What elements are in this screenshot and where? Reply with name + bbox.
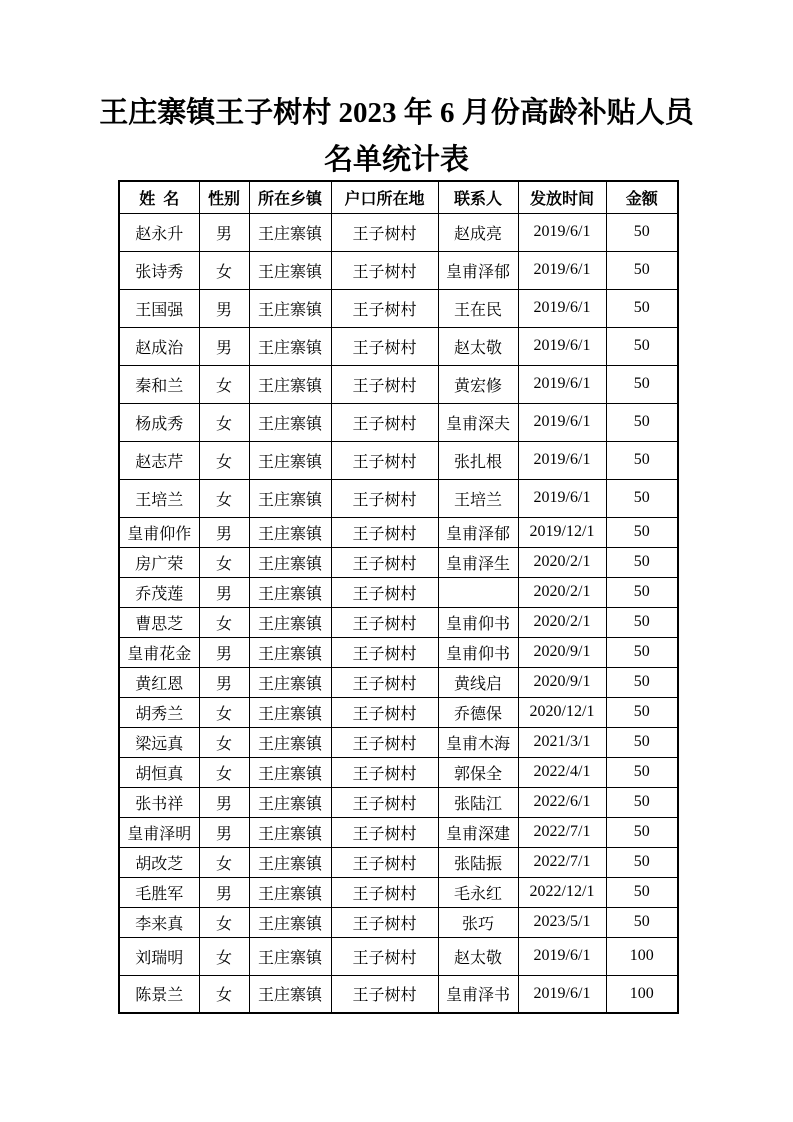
cell-residence: 王子树村 xyxy=(331,517,438,547)
cell-town: 王庄寨镇 xyxy=(249,907,331,937)
cell-contact: 毛永红 xyxy=(438,877,518,907)
cell-gender: 女 xyxy=(199,937,249,975)
cell-residence: 王子树村 xyxy=(331,975,438,1013)
page-title-line-1: 王庄寨镇王子树村 2023 年 6 月份高龄补贴人员 xyxy=(99,97,694,129)
cell-town: 王庄寨镇 xyxy=(249,547,331,577)
cell-amount: 50 xyxy=(606,727,678,757)
cell-residence: 王子树村 xyxy=(331,907,438,937)
cell-town: 王庄寨镇 xyxy=(249,975,331,1013)
table-header-cell: 姓 名 xyxy=(119,181,199,213)
cell-town: 王庄寨镇 xyxy=(249,327,331,365)
cell-amount: 50 xyxy=(606,847,678,877)
cell-name: 胡改芝 xyxy=(119,847,199,877)
cell-contact: 乔德保 xyxy=(438,697,518,727)
cell-contact: 张陆振 xyxy=(438,847,518,877)
table-row xyxy=(119,697,678,727)
cell-amount: 50 xyxy=(606,787,678,817)
table-row xyxy=(119,547,678,577)
cell-gender: 女 xyxy=(199,403,249,441)
cell-gender: 女 xyxy=(199,365,249,403)
cell-residence: 王子树村 xyxy=(331,817,438,847)
cell-gender: 男 xyxy=(199,877,249,907)
cell-name: 刘瑞明 xyxy=(119,937,199,975)
cell-name: 王国强 xyxy=(119,289,199,327)
cell-name: 梁远真 xyxy=(119,727,199,757)
cell-gender: 女 xyxy=(199,547,249,577)
table-header-cell: 发放时间 xyxy=(518,181,606,213)
table-header-cell: 金额 xyxy=(606,181,678,213)
table-body xyxy=(119,213,678,1013)
cell-gender: 女 xyxy=(199,727,249,757)
cell-name: 秦和兰 xyxy=(119,365,199,403)
cell-gender: 女 xyxy=(199,907,249,937)
cell-contact: 赵太敬 xyxy=(438,327,518,365)
table-row xyxy=(119,403,678,441)
cell-amount: 50 xyxy=(606,479,678,517)
cell-issue-date: 2019/6/1 xyxy=(518,365,606,403)
cell-amount: 50 xyxy=(606,441,678,479)
cell-issue-date: 2019/6/1 xyxy=(518,479,606,517)
table-header-row xyxy=(119,181,678,213)
cell-residence: 王子树村 xyxy=(331,787,438,817)
cell-contact: 皇甫深夫 xyxy=(438,403,518,441)
cell-residence: 王子树村 xyxy=(331,877,438,907)
cell-amount: 100 xyxy=(606,937,678,975)
cell-residence: 王子树村 xyxy=(331,251,438,289)
table-row xyxy=(119,251,678,289)
cell-amount: 50 xyxy=(606,251,678,289)
cell-town: 王庄寨镇 xyxy=(249,289,331,327)
table-row xyxy=(119,327,678,365)
cell-town: 王庄寨镇 xyxy=(249,637,331,667)
cell-gender: 男 xyxy=(199,787,249,817)
cell-name: 皇甫泽明 xyxy=(119,817,199,847)
cell-amount: 50 xyxy=(606,547,678,577)
cell-name: 房广荣 xyxy=(119,547,199,577)
cell-name: 胡恒真 xyxy=(119,757,199,787)
cell-name: 黄红恩 xyxy=(119,667,199,697)
cell-contact: 皇甫木海 xyxy=(438,727,518,757)
cell-gender: 女 xyxy=(199,607,249,637)
table-header-cell: 户口所在地 xyxy=(331,181,438,213)
cell-contact: 黄线启 xyxy=(438,667,518,697)
cell-contact: 皇甫仰书 xyxy=(438,607,518,637)
cell-name: 曹思芝 xyxy=(119,607,199,637)
page-title-line-2: 名单统计表 xyxy=(323,144,469,176)
cell-issue-date: 2019/6/1 xyxy=(518,327,606,365)
table-row xyxy=(119,975,678,1013)
cell-name: 赵成治 xyxy=(119,327,199,365)
cell-town: 王庄寨镇 xyxy=(249,787,331,817)
cell-amount: 100 xyxy=(606,975,678,1013)
table-row xyxy=(119,479,678,517)
cell-town: 王庄寨镇 xyxy=(249,757,331,787)
cell-town: 王庄寨镇 xyxy=(249,365,331,403)
cell-name: 毛胜军 xyxy=(119,877,199,907)
cell-residence: 王子树村 xyxy=(331,757,438,787)
table-row xyxy=(119,577,678,607)
cell-town: 王庄寨镇 xyxy=(249,937,331,975)
cell-contact: 张巧 xyxy=(438,907,518,937)
cell-issue-date: 2019/6/1 xyxy=(518,937,606,975)
table-row xyxy=(119,637,678,667)
cell-residence: 王子树村 xyxy=(331,479,438,517)
cell-residence: 王子树村 xyxy=(331,289,438,327)
cell-name: 赵永升 xyxy=(119,213,199,251)
cell-contact: 赵太敬 xyxy=(438,937,518,975)
cell-amount: 50 xyxy=(606,213,678,251)
table-row xyxy=(119,517,678,547)
cell-gender: 女 xyxy=(199,757,249,787)
table-row xyxy=(119,607,678,637)
cell-residence: 王子树村 xyxy=(331,667,438,697)
cell-amount: 50 xyxy=(606,907,678,937)
cell-residence: 王子树村 xyxy=(331,607,438,637)
cell-contact: 皇甫泽生 xyxy=(438,547,518,577)
cell-gender: 男 xyxy=(199,289,249,327)
cell-residence: 王子树村 xyxy=(331,577,438,607)
cell-name: 王培兰 xyxy=(119,479,199,517)
cell-contact: 赵成亮 xyxy=(438,213,518,251)
cell-amount: 50 xyxy=(606,607,678,637)
table-row xyxy=(119,937,678,975)
cell-name: 李来真 xyxy=(119,907,199,937)
cell-residence: 王子树村 xyxy=(331,847,438,877)
cell-residence: 王子树村 xyxy=(331,213,438,251)
cell-gender: 男 xyxy=(199,637,249,667)
cell-contact: 张陆江 xyxy=(438,787,518,817)
cell-issue-date: 2020/2/1 xyxy=(518,547,606,577)
cell-gender: 男 xyxy=(199,213,249,251)
cell-town: 王庄寨镇 xyxy=(249,607,331,637)
cell-contact: 皇甫泽书 xyxy=(438,975,518,1013)
cell-town: 王庄寨镇 xyxy=(249,877,331,907)
cell-amount: 50 xyxy=(606,697,678,727)
cell-gender: 男 xyxy=(199,517,249,547)
cell-issue-date: 2020/9/1 xyxy=(518,667,606,697)
table-header-cell: 所在乡镇 xyxy=(249,181,331,213)
cell-town: 王庄寨镇 xyxy=(249,727,331,757)
cell-gender: 女 xyxy=(199,975,249,1013)
cell-issue-date: 2019/6/1 xyxy=(518,251,606,289)
subsidy-table xyxy=(118,180,679,1014)
cell-residence: 王子树村 xyxy=(331,697,438,727)
table-row xyxy=(119,213,678,251)
cell-gender: 女 xyxy=(199,251,249,289)
cell-town: 王庄寨镇 xyxy=(249,251,331,289)
cell-issue-date: 2019/6/1 xyxy=(518,289,606,327)
cell-issue-date: 2022/12/1 xyxy=(518,877,606,907)
table-row xyxy=(119,667,678,697)
cell-residence: 王子树村 xyxy=(331,727,438,757)
cell-issue-date: 2019/6/1 xyxy=(518,403,606,441)
cell-residence: 王子树村 xyxy=(331,365,438,403)
cell-amount: 50 xyxy=(606,667,678,697)
table-header xyxy=(119,181,678,213)
table-row xyxy=(119,289,678,327)
cell-gender: 女 xyxy=(199,847,249,877)
cell-amount: 50 xyxy=(606,577,678,607)
cell-issue-date: 2022/4/1 xyxy=(518,757,606,787)
cell-residence: 王子树村 xyxy=(331,547,438,577)
cell-name: 杨成秀 xyxy=(119,403,199,441)
cell-gender: 男 xyxy=(199,667,249,697)
cell-gender: 女 xyxy=(199,697,249,727)
cell-name: 赵志芹 xyxy=(119,441,199,479)
cell-amount: 50 xyxy=(606,877,678,907)
cell-name: 陈景兰 xyxy=(119,975,199,1013)
cell-town: 王庄寨镇 xyxy=(249,441,331,479)
cell-contact: 皇甫仰书 xyxy=(438,637,518,667)
cell-issue-date: 2019/6/1 xyxy=(518,213,606,251)
cell-issue-date: 2023/5/1 xyxy=(518,907,606,937)
cell-issue-date: 2020/2/1 xyxy=(518,607,606,637)
cell-town: 王庄寨镇 xyxy=(249,817,331,847)
cell-amount: 50 xyxy=(606,403,678,441)
cell-amount: 50 xyxy=(606,289,678,327)
cell-gender: 男 xyxy=(199,817,249,847)
cell-issue-date: 2021/3/1 xyxy=(518,727,606,757)
cell-town: 王庄寨镇 xyxy=(249,403,331,441)
table-row xyxy=(119,877,678,907)
cell-name: 皇甫仰作 xyxy=(119,517,199,547)
cell-name: 皇甫花金 xyxy=(119,637,199,667)
cell-amount: 50 xyxy=(606,637,678,667)
cell-contact: 皇甫泽郁 xyxy=(438,517,518,547)
cell-gender: 女 xyxy=(199,479,249,517)
cell-residence: 王子树村 xyxy=(331,327,438,365)
page-title xyxy=(0,90,793,184)
cell-residence: 王子树村 xyxy=(331,937,438,975)
cell-amount: 50 xyxy=(606,327,678,365)
cell-name: 张书祥 xyxy=(119,787,199,817)
cell-town: 王庄寨镇 xyxy=(249,847,331,877)
table-row xyxy=(119,787,678,817)
cell-town: 王庄寨镇 xyxy=(249,667,331,697)
cell-contact: 王培兰 xyxy=(438,479,518,517)
cell-issue-date: 2019/6/1 xyxy=(518,975,606,1013)
cell-amount: 50 xyxy=(606,817,678,847)
table-header-cell: 性别 xyxy=(199,181,249,213)
table-row xyxy=(119,727,678,757)
cell-issue-date: 2022/6/1 xyxy=(518,787,606,817)
cell-contact: 郭保全 xyxy=(438,757,518,787)
cell-town: 王庄寨镇 xyxy=(249,213,331,251)
cell-contact: 黄宏修 xyxy=(438,365,518,403)
cell-town: 王庄寨镇 xyxy=(249,517,331,547)
cell-gender: 女 xyxy=(199,441,249,479)
cell-issue-date: 2019/6/1 xyxy=(518,441,606,479)
cell-issue-date: 2020/12/1 xyxy=(518,697,606,727)
table-row xyxy=(119,907,678,937)
table-row xyxy=(119,847,678,877)
cell-residence: 王子树村 xyxy=(331,441,438,479)
table-header-cell: 联系人 xyxy=(438,181,518,213)
cell-name: 胡秀兰 xyxy=(119,697,199,727)
cell-town: 王庄寨镇 xyxy=(249,479,331,517)
cell-issue-date: 2020/9/1 xyxy=(518,637,606,667)
cell-contact xyxy=(438,577,518,607)
table-row xyxy=(119,441,678,479)
cell-issue-date: 2019/12/1 xyxy=(518,517,606,547)
cell-contact: 张扎根 xyxy=(438,441,518,479)
table-row xyxy=(119,817,678,847)
cell-contact: 皇甫泽郁 xyxy=(438,251,518,289)
cell-issue-date: 2020/2/1 xyxy=(518,577,606,607)
table-row xyxy=(119,757,678,787)
cell-contact: 王在民 xyxy=(438,289,518,327)
cell-residence: 王子树村 xyxy=(331,637,438,667)
cell-amount: 50 xyxy=(606,757,678,787)
cell-name: 张诗秀 xyxy=(119,251,199,289)
cell-gender: 男 xyxy=(199,327,249,365)
cell-town: 王庄寨镇 xyxy=(249,577,331,607)
table-row xyxy=(119,365,678,403)
cell-amount: 50 xyxy=(606,365,678,403)
cell-contact: 皇甫深建 xyxy=(438,817,518,847)
cell-name: 乔茂莲 xyxy=(119,577,199,607)
cell-amount: 50 xyxy=(606,517,678,547)
cell-town: 王庄寨镇 xyxy=(249,697,331,727)
cell-issue-date: 2022/7/1 xyxy=(518,817,606,847)
cell-residence: 王子树村 xyxy=(331,403,438,441)
cell-gender: 男 xyxy=(199,577,249,607)
cell-issue-date: 2022/7/1 xyxy=(518,847,606,877)
